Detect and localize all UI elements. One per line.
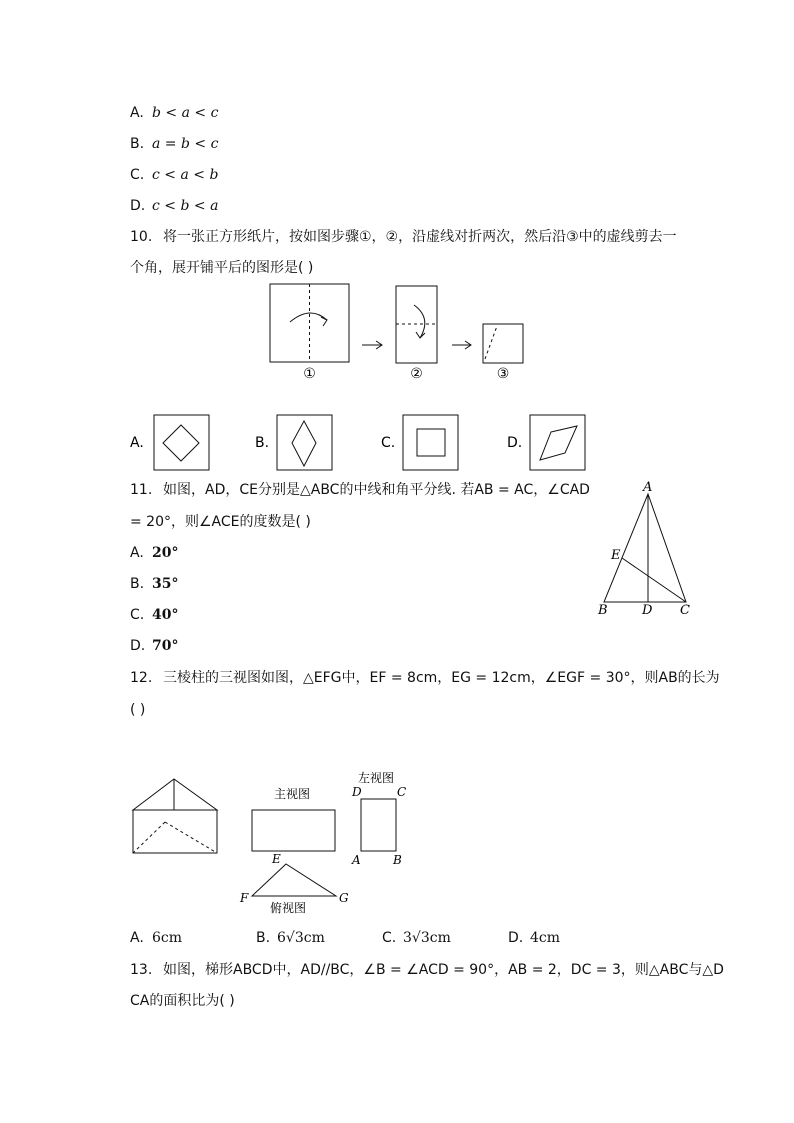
option-value: 40° — [152, 607, 179, 623]
option-label: C. — [130, 607, 145, 623]
option-expression: a = b < c — [152, 136, 219, 152]
option-expression: c < a < b — [152, 167, 219, 183]
option-label: C. — [381, 435, 396, 451]
q10-text-line2: 个角，展开铺平后的图形是( ) — [130, 260, 314, 276]
option-label: A. — [130, 435, 144, 451]
option-value: 6√3cm — [277, 930, 325, 946]
point-label: D — [642, 603, 653, 618]
q11-number: 11. — [130, 482, 153, 498]
option-label: B. — [255, 435, 270, 451]
hidden-edge — [133, 822, 165, 853]
point-label: E — [611, 548, 621, 563]
option-value: 6cm — [152, 930, 183, 946]
option-label: D. — [507, 435, 523, 451]
option-label: C. — [130, 167, 145, 183]
option-expression: b < a < c — [152, 105, 219, 121]
option-label: D. — [508, 930, 524, 946]
prism-front-face — [133, 810, 217, 853]
point-label: A — [643, 480, 653, 495]
option-label: D. — [130, 638, 146, 654]
option-value: 35° — [152, 576, 179, 592]
option-label: B. — [130, 576, 145, 592]
hidden-edge — [165, 822, 217, 853]
top-view-label: 俯视图 — [269, 901, 307, 915]
point-label: G — [339, 891, 349, 905]
q13-text-line1: 如图，梯形ABCD中，AD//BC，∠B = ∠ACD = 90°，AB = 2，DC = 3，则△ABC与△D — [163, 962, 724, 978]
front-view-label: 主视图 — [273, 787, 311, 801]
q13-text-line2: CA的面积比为( ) — [130, 993, 235, 1009]
q12-text-line2: ( ) — [130, 702, 146, 718]
left-view-label: 左视图 — [357, 771, 395, 785]
option-label: B. — [256, 930, 271, 946]
q10-number: 10. — [130, 229, 153, 245]
option-label: B. — [130, 136, 145, 152]
q11-text-line1: 如图，AD，CE分别是△ABC的中线和角平分线. 若AB = AC，∠CAD — [163, 482, 590, 498]
option-label: D. — [130, 198, 146, 214]
point-label: B — [598, 603, 608, 618]
q10-text-line1: 将一张正方形纸片，按如图步骤①，②，沿虚线对折两次，然后沿③中的虚线剪去一 — [163, 229, 677, 245]
option-value: 4cm — [530, 930, 561, 946]
option-value: 70° — [152, 638, 179, 654]
point-label: A — [352, 853, 361, 867]
step-label: ② — [410, 366, 423, 382]
top-view-triangle — [252, 864, 336, 896]
option-label: A. — [130, 545, 144, 561]
point-label: C — [397, 785, 407, 799]
q12-number: 12. — [130, 670, 153, 686]
point-label: B — [393, 853, 402, 867]
q11-text-line2: = 20°，则∠ACE的度数是( ) — [130, 514, 311, 530]
left-view-rect — [361, 799, 396, 851]
option-label: A. — [130, 930, 144, 946]
point-label: D — [352, 785, 362, 799]
q13-number: 13. — [130, 962, 153, 978]
point-label: C — [680, 603, 690, 618]
q12-text-line1: 三棱柱的三视图如图，△EFG中，EF = 8cm，EG = 12cm，∠EGF = 30°，则AB的长为 — [163, 670, 720, 686]
option-label: C. — [382, 930, 397, 946]
option-value: 3√3cm — [403, 930, 451, 946]
prism-top-triangle — [133, 779, 217, 810]
front-view-rect — [252, 810, 335, 851]
option-value: 20° — [152, 545, 179, 561]
step-label: ① — [303, 366, 316, 382]
option-expression: c < b < a — [152, 198, 219, 214]
step-label: ③ — [496, 366, 510, 382]
point-label: E — [272, 852, 281, 866]
point-label: F — [240, 891, 249, 905]
option-label: A. — [130, 105, 144, 121]
